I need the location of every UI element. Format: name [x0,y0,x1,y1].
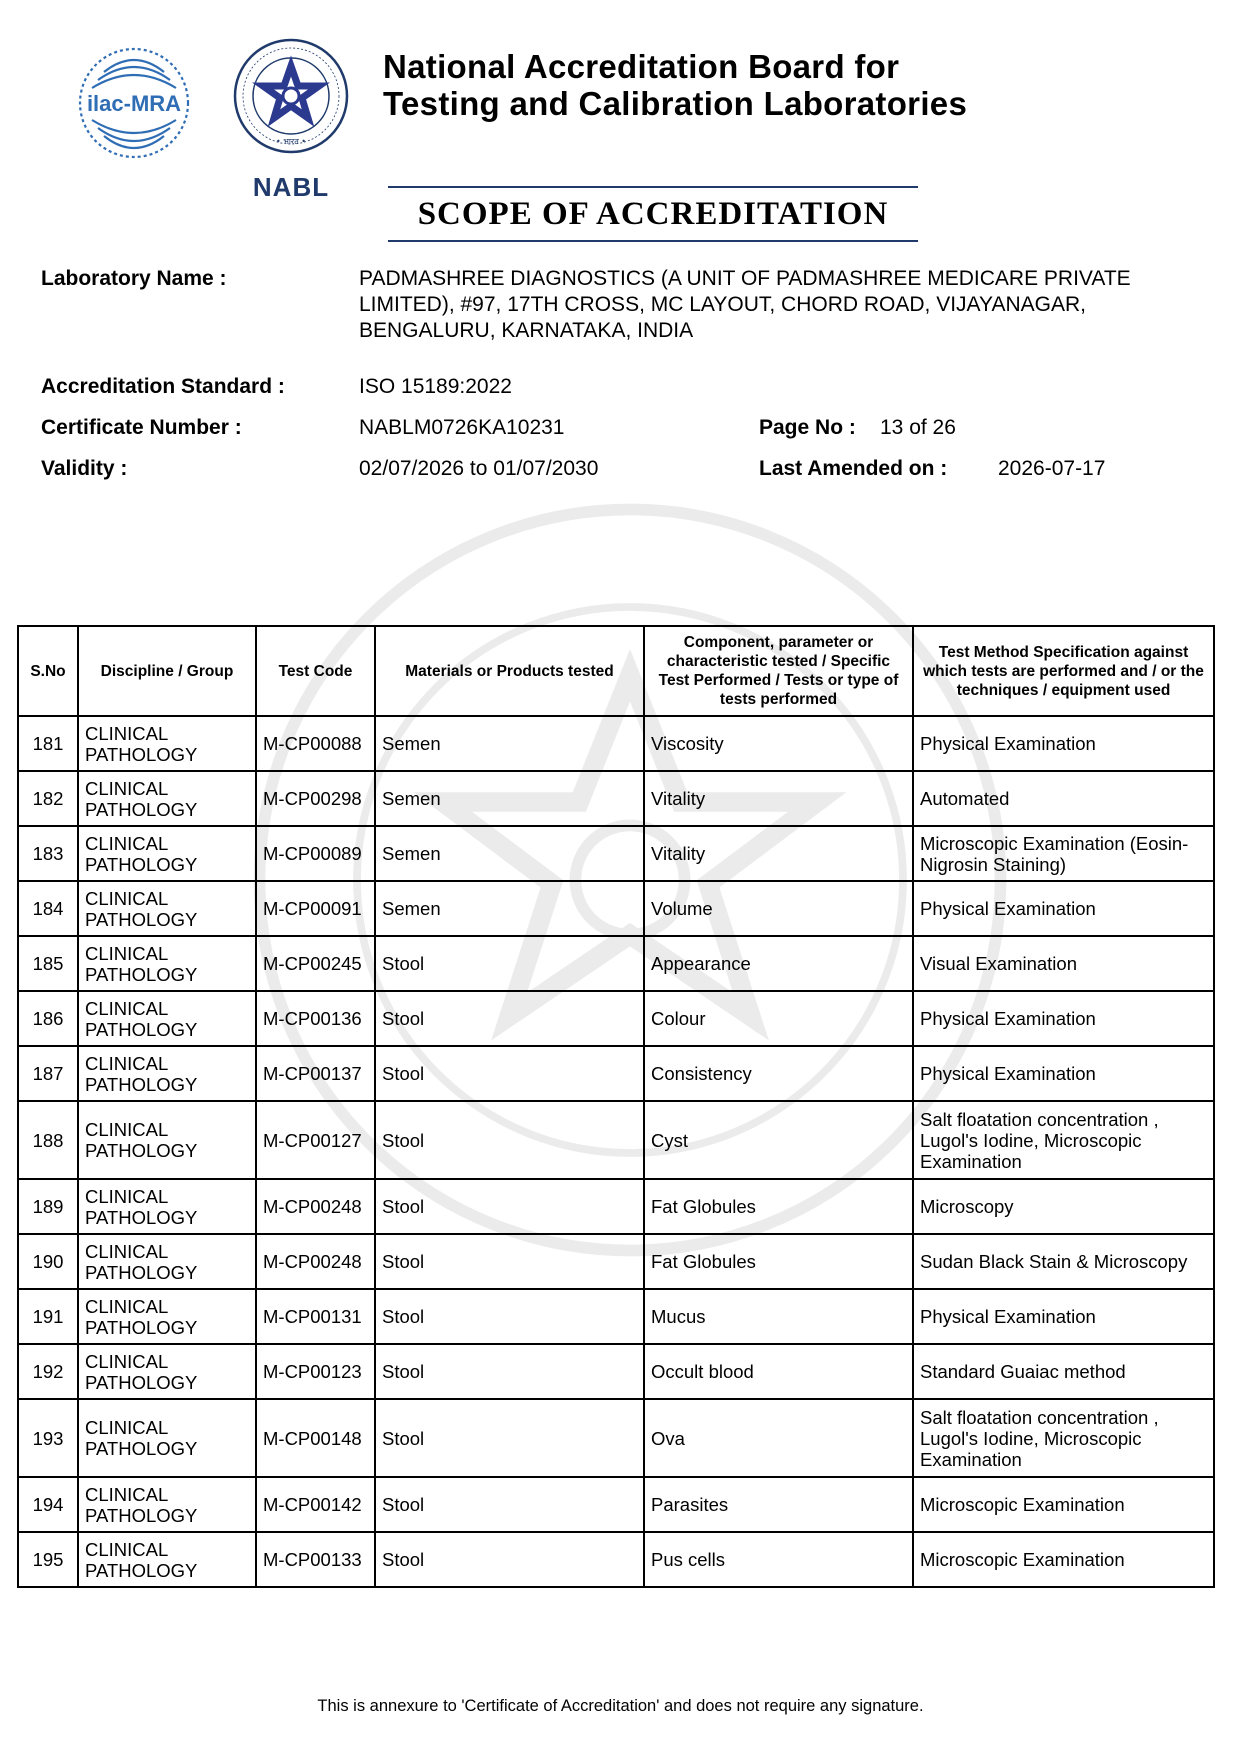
cell-material: Stool [375,1344,644,1399]
cell-sno: 185 [18,936,78,991]
cell-method: Physical Examination [913,991,1214,1046]
cell-material: Stool [375,991,644,1046]
cell-component: Vitality [644,826,913,881]
table-row [18,826,1214,881]
header-component: Component, parameter or characteristic tested / Specific Test Performed / Tests or type of tests performed [644,626,913,716]
cell-component: Pus cells [644,1532,913,1587]
cell-discipline: CLINICAL PATHOLOGY [78,1477,256,1532]
header-discipline: Discipline / Group [78,626,256,716]
cell-discipline: CLINICAL PATHOLOGY [78,1344,256,1399]
cell-material: Stool [375,1399,644,1477]
validity-value: 02/07/2026 to 01/07/2030 [359,457,599,480]
cell-test-code: M-CP00089 [256,826,375,881]
nabl-logo-text: NABL [252,172,330,202]
ilac-mra-logo [70,44,198,162]
cell-sno: 184 [18,881,78,936]
cell-discipline: CLINICAL PATHOLOGY [78,991,256,1046]
cell-method: Sudan Black Stain & Microscopy [913,1234,1214,1289]
cell-component: Colour [644,991,913,1046]
cell-sno: 186 [18,991,78,1046]
ilac-mra-logo-text: ilac-MRA [86,91,182,116]
cell-sno: 181 [18,716,78,771]
cell-material: Stool [375,1179,644,1234]
cell-method: Microscopic Examination (Eosin-Nigrosin Staining) [913,826,1214,881]
cell-discipline: CLINICAL PATHOLOGY [78,826,256,881]
cell-component: Parasites [644,1477,913,1532]
table-row [18,1234,1214,1289]
cell-discipline: CLINICAL PATHOLOGY [78,1532,256,1587]
table-row [18,716,1214,771]
cell-material: Stool [375,1101,644,1179]
scope-table [17,625,1215,1588]
cell-component: Consistency [644,1046,913,1101]
organization-title-line1: National Accreditation Board for [383,48,900,85]
cell-discipline: CLINICAL PATHOLOGY [78,1234,256,1289]
cell-method: Standard Guaiac method [913,1344,1214,1399]
cell-discipline: CLINICAL PATHOLOGY [78,1399,256,1477]
cell-material: Stool [375,1477,644,1532]
cell-sno: 193 [18,1399,78,1477]
cell-sno: 190 [18,1234,78,1289]
cell-method: Visual Examination [913,936,1214,991]
last-amended-value: 2026-07-17 [998,457,1106,480]
organization-title-line2: Testing and Calibration Laboratories [383,85,968,122]
table-row [18,1477,1214,1532]
cell-method: Automated [913,771,1214,826]
organization-title [383,48,1003,122]
cell-method: Physical Examination [913,1046,1214,1101]
cell-test-code: M-CP00142 [256,1477,375,1532]
cell-discipline: CLINICAL PATHOLOGY [78,881,256,936]
cell-component: Cyst [644,1101,913,1179]
header-test-code: Test Code [256,626,375,716]
lab-name-value: PADMASHREE DIAGNOSTICS (A UNIT OF PADMASHREE MEDICARE PRIVATE LIMITED), #97, 17TH CROSS, MC LAYOUT, CHORD ROAD, VIJAYANAGAR, BENGALURU, KARNATAKA, INDIA [359,267,1131,342]
header-materials: Materials or Products tested [375,626,644,716]
page-number-label: Page No : [759,416,856,439]
table-row [18,1399,1214,1477]
header-method: Test Method Specification against which tests are performed and / or the techniques / equipment used [913,626,1214,716]
cell-material: Semen [375,826,644,881]
cell-component: Fat Globules [644,1179,913,1234]
nabl-seal-caption: • भारत • [275,137,307,146]
cell-test-code: M-CP00127 [256,1101,375,1179]
scope-title: SCOPE OF ACCREDITATION [417,195,889,232]
table-row [18,1344,1214,1399]
cell-sno: 189 [18,1179,78,1234]
cell-sno: 191 [18,1289,78,1344]
cell-sno: 195 [18,1532,78,1587]
table-body [18,716,1214,1587]
cell-material: Stool [375,1289,644,1344]
page-number-value: 13 of 26 [880,416,956,439]
header-sno: S.No [18,626,78,716]
certificate-label: Certificate Number : [41,416,242,439]
cell-component: Volume [644,881,913,936]
cell-material: Semen [375,881,644,936]
cell-component: Ova [644,1399,913,1477]
cell-material: Stool [375,1234,644,1289]
cell-sno: 194 [18,1477,78,1532]
table-row [18,936,1214,991]
cell-method: Physical Examination [913,1289,1214,1344]
cell-discipline: CLINICAL PATHOLOGY [78,1101,256,1179]
cell-sno: 188 [18,1101,78,1179]
nabl-seal-logo [228,36,354,204]
cell-discipline: CLINICAL PATHOLOGY [78,1289,256,1344]
table-row [18,991,1214,1046]
cell-component: Appearance [644,936,913,991]
cell-discipline: CLINICAL PATHOLOGY [78,716,256,771]
cell-test-code: M-CP00133 [256,1532,375,1587]
cell-test-code: M-CP00088 [256,716,375,771]
cell-material: Stool [375,1046,644,1101]
cell-method: Physical Examination [913,716,1214,771]
cell-material: Stool [375,936,644,991]
table-row [18,1289,1214,1344]
last-amended-label: Last Amended on : [759,457,948,480]
table-header-row [18,626,1214,716]
cell-test-code: M-CP00298 [256,771,375,826]
cell-discipline: CLINICAL PATHOLOGY [78,936,256,991]
cell-component: Occult blood [644,1344,913,1399]
table-row [18,771,1214,826]
table-row [18,1101,1214,1179]
cell-discipline: CLINICAL PATHOLOGY [78,1179,256,1234]
table-row [18,1046,1214,1101]
cell-method: Microscopic Examination [913,1477,1214,1532]
cell-material: Stool [375,1532,644,1587]
cell-discipline: CLINICAL PATHOLOGY [78,771,256,826]
cell-sno: 182 [18,771,78,826]
cell-sno: 187 [18,1046,78,1101]
cell-component: Viscosity [644,716,913,771]
cell-sno: 192 [18,1344,78,1399]
cell-test-code: M-CP00131 [256,1289,375,1344]
cell-test-code: M-CP00148 [256,1399,375,1477]
cell-component: Vitality [644,771,913,826]
cell-test-code: M-CP00123 [256,1344,375,1399]
cell-component: Mucus [644,1289,913,1344]
standard-label: Accreditation Standard : [41,375,285,398]
cell-material: Semen [375,716,644,771]
scope-title-box [388,186,918,242]
table-row [18,1179,1214,1234]
cell-test-code: M-CP00248 [256,1234,375,1289]
cell-discipline: CLINICAL PATHOLOGY [78,1046,256,1101]
cell-method: Microscopic Examination [913,1532,1214,1587]
validity-label: Validity : [41,457,128,480]
cell-test-code: M-CP00137 [256,1046,375,1101]
cell-sno: 183 [18,826,78,881]
standard-value: ISO 15189:2022 [359,375,512,398]
cell-test-code: M-CP00136 [256,991,375,1046]
footer-note: This is annexure to 'Certificate of Accreditation' and does not require any signature. [317,1697,924,1715]
cell-method: Physical Examination [913,881,1214,936]
cell-method: Salt floatation concentration , Lugol's Iodine, Microscopic Examination [913,1399,1214,1477]
table-row [18,881,1214,936]
cell-component: Fat Globules [644,1234,913,1289]
cell-test-code: M-CP00248 [256,1179,375,1234]
certificate-value: NABLM0726KA10231 [359,416,565,439]
cell-method: Microscopy [913,1179,1214,1234]
cell-material: Semen [375,771,644,826]
table-row [18,1532,1214,1587]
cell-test-code: M-CP00091 [256,881,375,936]
cell-test-code: M-CP00245 [256,936,375,991]
lab-name-label: Laboratory Name : [41,267,227,290]
cell-method: Salt floatation concentration , Lugol's Iodine, Microscopic Examination [913,1101,1214,1179]
